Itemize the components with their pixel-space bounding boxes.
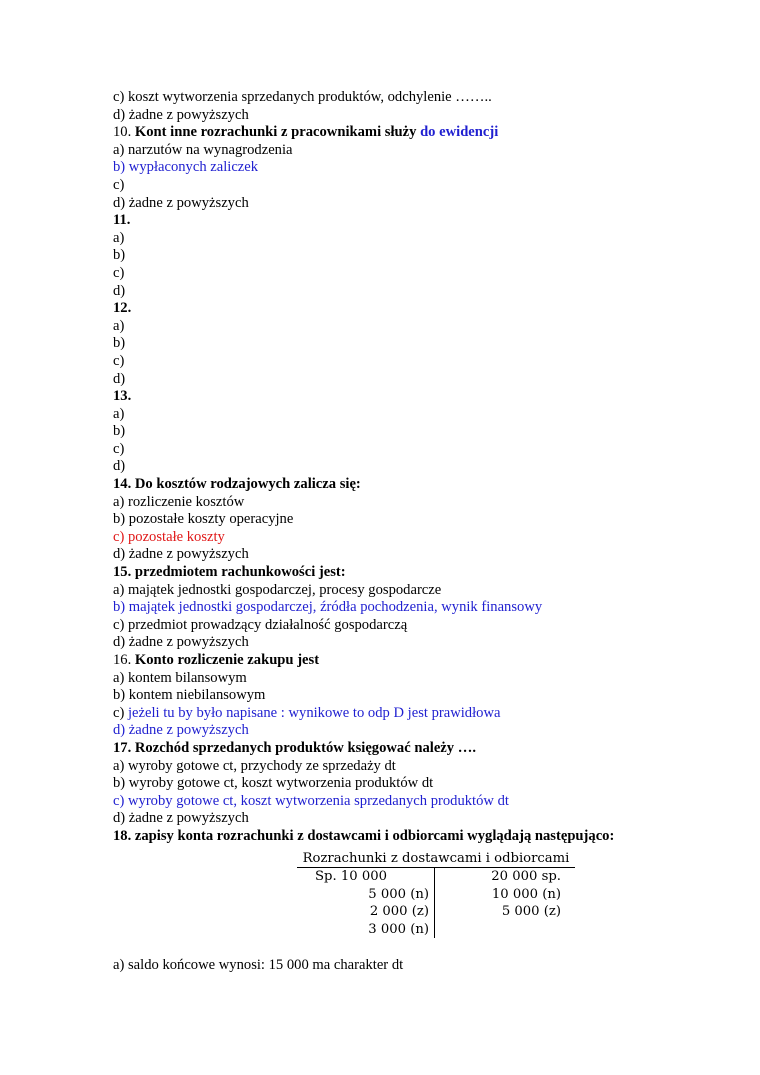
answer-prefix: c) [113, 704, 125, 721]
answer-line: d) [113, 458, 126, 475]
question-number: 10. [113, 124, 132, 141]
answer-line: c) koszt wytworzenia sprzedanych produktów, odchylenie …….. [113, 89, 492, 105]
question-16 [113, 652, 673, 670]
debit-entry: Sp. 10 000 [315, 869, 388, 884]
question-14: 14. Do kosztów rodzajowych zalicza się: [113, 476, 361, 493]
answer-line: c) przedmiot prowadzący działalność gospodarczą [113, 616, 408, 633]
debit-entry: 3 000 (n) [368, 921, 429, 937]
question-15: 15. przedmiotem rachunkowości jest: [113, 564, 346, 581]
t-account [297, 850, 575, 938]
question-12: 12. [113, 300, 132, 317]
answer-line: d) żadne z powyższych [113, 194, 249, 211]
credit-entry: 20 000 sp. [491, 869, 561, 884]
credit-entry: 5 000 (z) [501, 904, 561, 920]
answer-line: a) narzutów na wynagrodzenia [113, 141, 293, 158]
t-account-body [297, 868, 575, 938]
question-13: 13. [113, 388, 132, 405]
question-17: 17. Rozchód sprzedanych produktów księgować należy …. [113, 739, 476, 756]
question-11: 11. [113, 212, 131, 229]
answer-line-highlighted: b) majątek jednostki gospodarczej, źródła pochodzenia, wynik finansowy [113, 599, 543, 616]
t-account-title: Rozrachunki z dostawcami i odbiorcami [297, 850, 575, 868]
document-page [113, 89, 673, 846]
answer-line: d) żadne z powyższych [113, 634, 249, 651]
t-account-credit-side [437, 868, 561, 921]
answer-line: d) żadne z powyższych [113, 106, 249, 123]
answer-line-comment [113, 705, 673, 723]
question-text: Kont inne rozrachunki z pracownikami służy [134, 124, 417, 141]
answer-line: b) [113, 335, 126, 352]
answer-line: b) wyroby gotowe ct, koszt wytworzenia produktów dt [113, 775, 434, 792]
answer-line: c) [113, 264, 125, 281]
question-highlight: do ewidencji [420, 124, 499, 141]
answer-line: c) [113, 440, 125, 457]
answer-line: d) żadne z powyższych [113, 546, 249, 563]
answer-line: c) [113, 176, 125, 193]
answer-line: a) majątek jednostki gospodarczej, procesy gospodarcze [113, 581, 442, 598]
answer-line: d) [113, 282, 126, 299]
answer-line-highlighted: c) wyroby gotowe ct, koszt wytworzenia sprzedanych produktów dt [113, 792, 509, 809]
answer-comment: jeżeli tu by było napisane : wynikowe to odp D jest prawidłowa [128, 704, 501, 721]
answer-line: a) wyroby gotowe ct, przychody ze sprzedaży dt [113, 757, 396, 774]
answer-line-highlighted: b) wypłaconych zaliczek [113, 159, 259, 176]
t-account-divider [434, 868, 435, 938]
answer-line: a) rozliczenie kosztów [113, 493, 245, 510]
answer-line: b) pozostałe koszty operacyjne [113, 511, 294, 528]
answer-line: a) kontem bilansowym [113, 669, 247, 686]
debit-entry: 5 000 (n) [368, 886, 429, 902]
question-10 [113, 124, 673, 142]
question-number: 16. [113, 652, 132, 668]
answer-line-marked-red: c) pozostałe koszty [113, 528, 225, 545]
t-account-debit-side [297, 868, 429, 938]
answer-line: a) [113, 229, 125, 246]
debit-entry: 2 000 (z) [369, 904, 429, 920]
answer-line: c) [113, 352, 125, 369]
answer-line: b) kontem niebilansowym [113, 687, 266, 704]
answer-line: b) [113, 247, 126, 264]
answer-line-highlighted: d) żadne z powyższych [113, 722, 249, 739]
answer-line: a) saldo końcowe wynosi: 15 000 ma charakter dt [113, 957, 404, 973]
question-18: 18. zapisy konta rozrachunki z dostawcami i odbiorcami wyglądają następująco: [113, 827, 615, 844]
answer-line: d) [113, 370, 126, 387]
answer-line: a) [113, 405, 125, 422]
answer-line: a) [113, 317, 125, 334]
credit-entry: 10 000 (n) [491, 886, 561, 902]
answer-line: d) żadne z powyższych [113, 810, 249, 827]
answer-line: b) [113, 423, 126, 440]
question-text: Konto rozliczenie zakupu jest [134, 652, 320, 668]
